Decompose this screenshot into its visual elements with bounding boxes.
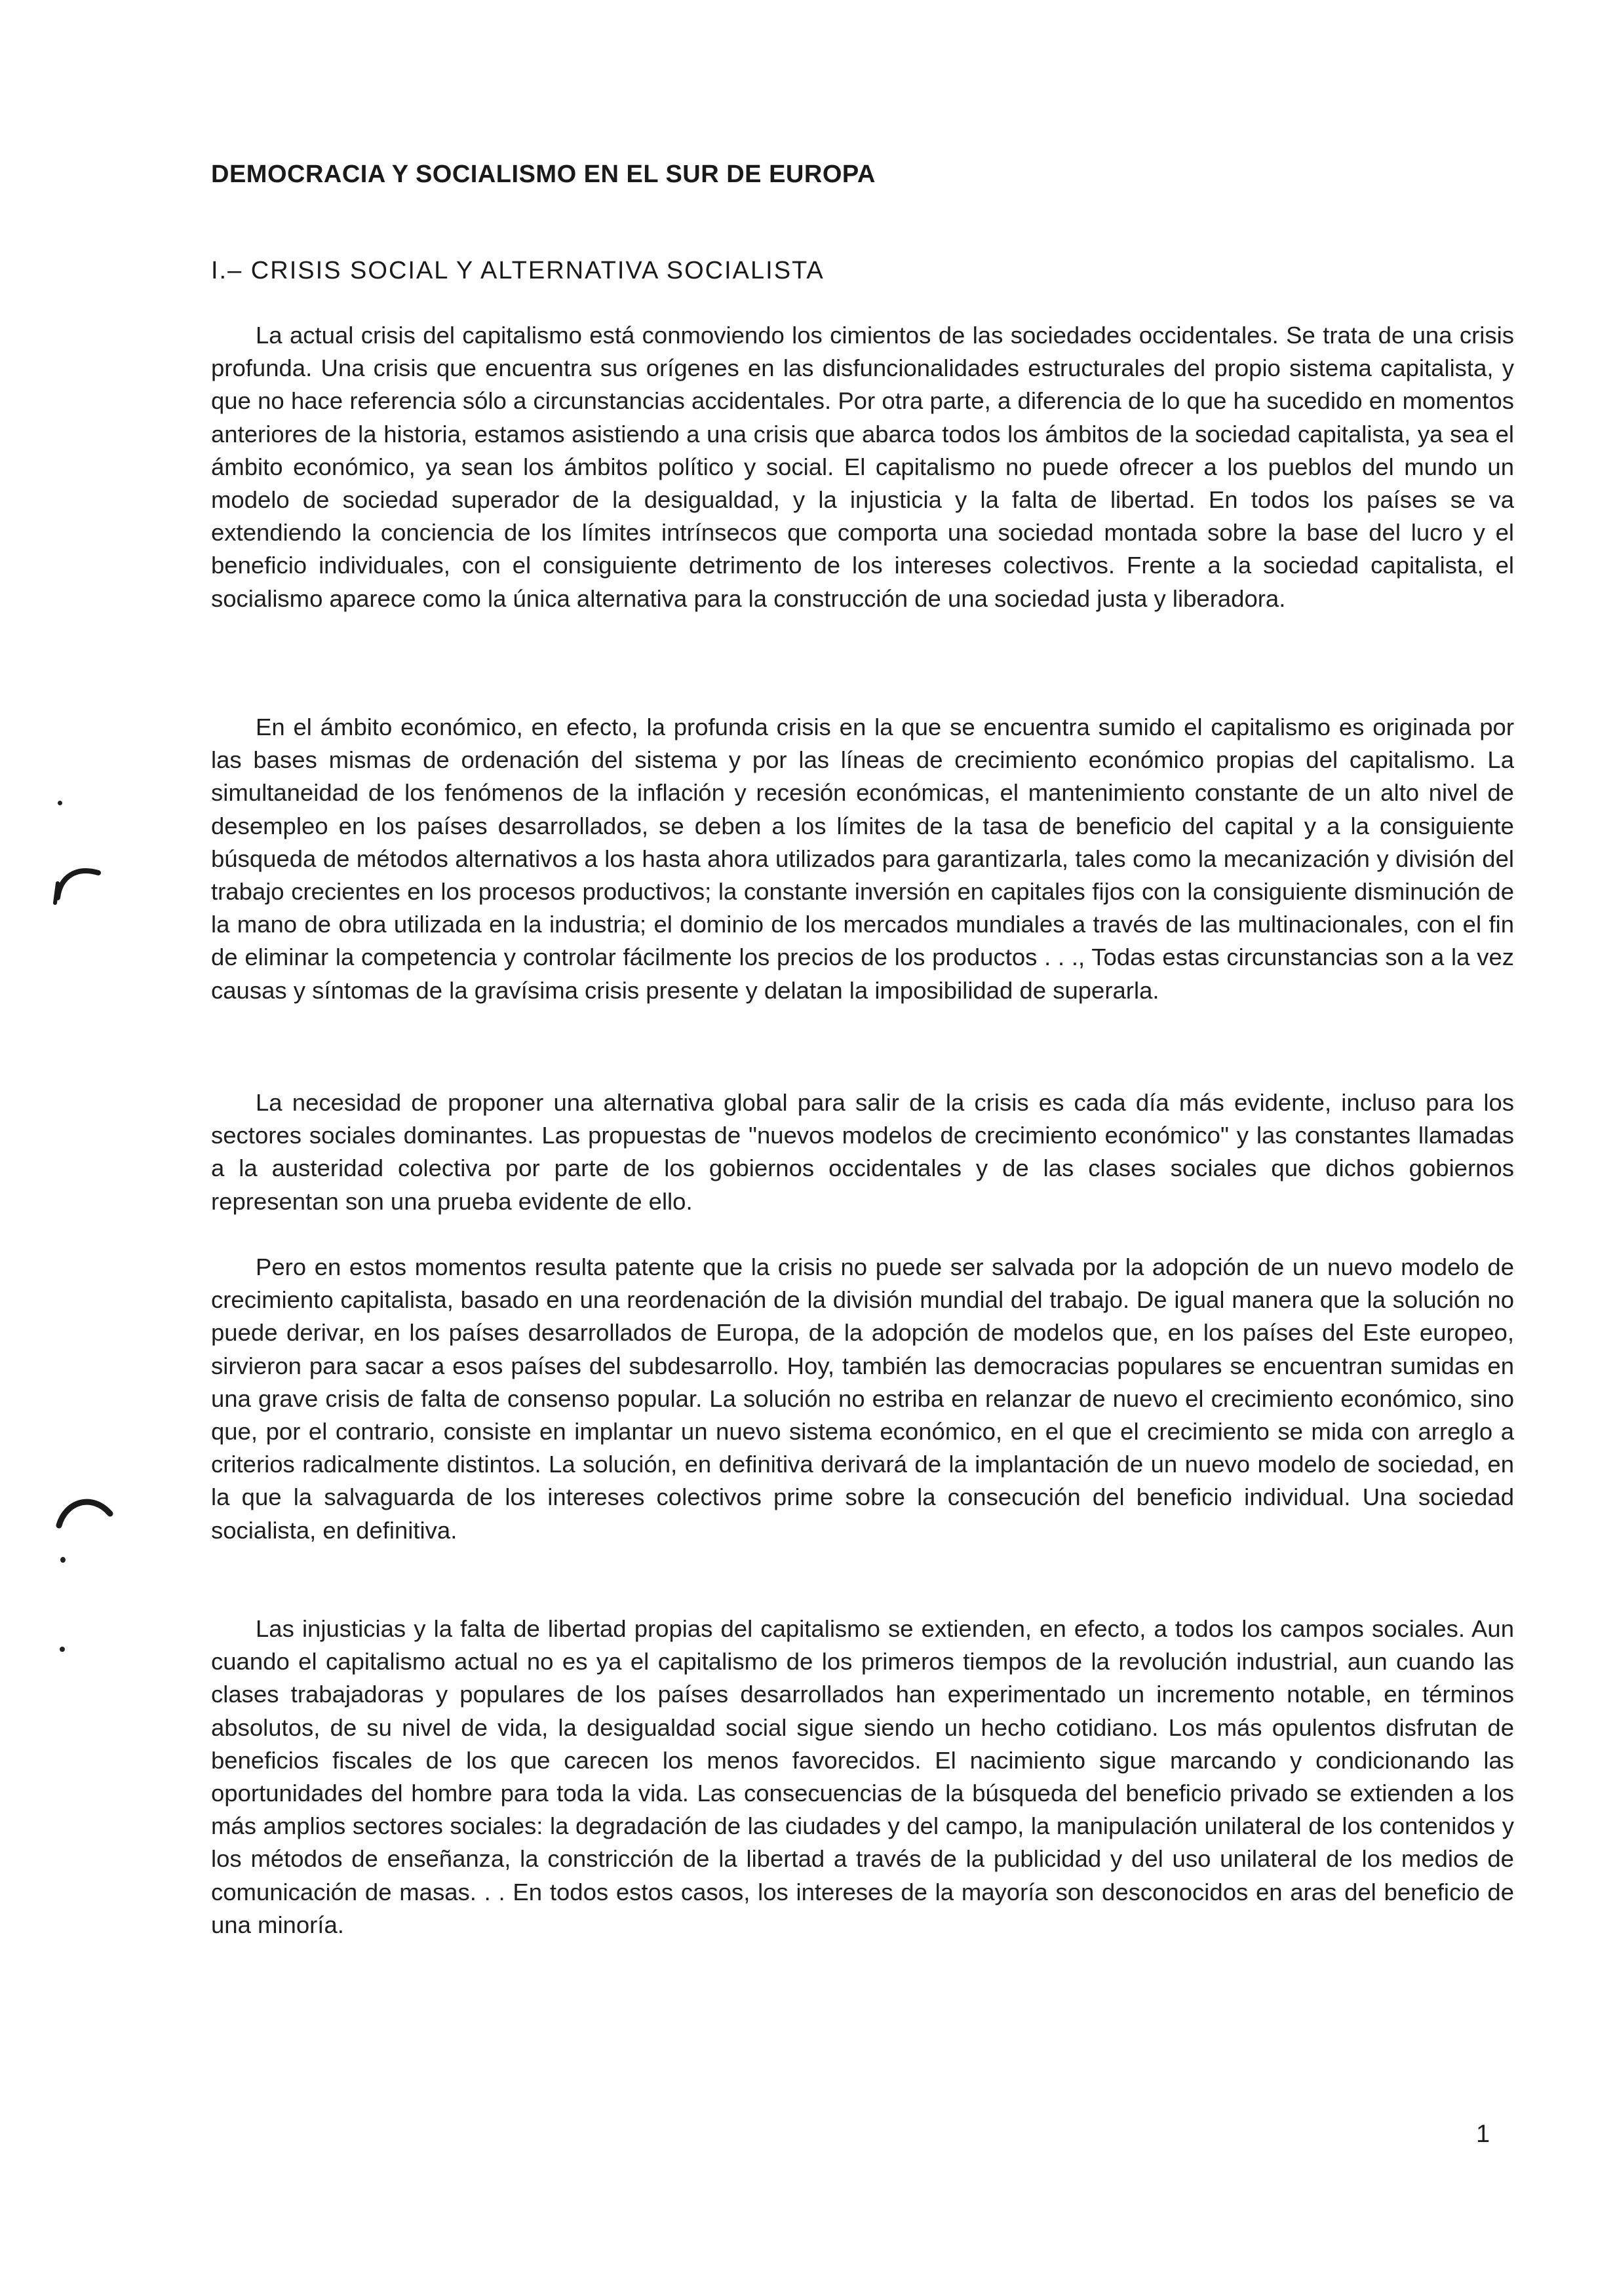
paragraph-3: La necesidad de proponer una alternativa global para salir de la crisis es cada día más evidente, incluso para los sectores sociales dominantes. Las propuestas de "nuevos modelos de crecimiento económico" y las constantes llamadas a la austeridad colectiva por parte de los gobiernos occidentales y de las clases sociales que dichos gobiernos representan son una prueba evidente de ello. <box>211 1089 1514 1215</box>
punch-hole-mark <box>52 1487 118 1533</box>
punch-hole-mark <box>46 857 111 909</box>
paragraph-4: Pero en estos momentos resulta patente que la crisis no puede ser salvada por la adopción de un nuevo modelo de crecimiento capitalista, basado en una reordenación de la división mundial del trabajo. De igual manera que la solución no puede derivar, en los países desarrollados de Europa, de la adopción de modelos que, en los países del Este europeo, sirvieron para sacar a esos países del subdesarrollo. Hoy, también las democracias populares se encuentran sumidas en una grave crisis de falta de consenso popular. La solución no estriba en relanzar de nuevo el crecimiento económico, sino que, por el contrario, consiste en implantar un nuevo sistema económico, en el que el crecimiento se mida con arreglo a criterios radicalmente distintos. La solución, en definitiva derivará de la implantación de un nuevo modelo de sociedad, en la que la salvaguarda de los intereses colectivos prime sobre la consecución del beneficio individual. Una sociedad socialista, en definitiva. <box>211 1253 1514 1544</box>
document-title: DEMOCRACIA Y SOCIALISMO EN EL SUR DE EUROPA <box>211 161 876 188</box>
scan-speck <box>60 1557 66 1563</box>
paragraph-2: En el ámbito económico, en efecto, la profunda crisis en la que se encuentra sumido el capitalismo es originada por las bases mismas de ordenación del sistema y por las líneas de crecimiento económico propias del capitalismo. La simultaneidad de los fenómenos de la inflación y recesión económicas, el mantenimiento constante de un alto nivel de desempleo en los países desarrollados, se deben a los límites de la tasa de beneficio del capital y a la consiguiente búsqueda de métodos alternativos a los hasta ahora utilizados para garantizarla, tales como la mecanización y división del trabajo crecientes en los procesos productivos; la constante inversión en capitales fijos con la consiguiente disminución de la mano de obra utilizada en la industria; el dominio de los mercados mundiales a través de las multinacionales, con el fin de eliminar la competencia y controlar fácilmente los precios de los productos . . ., Todas estas circunstancias son a la vez causas y síntomas de la gravísima crisis presente y delatan la imposibilidad de superarla. <box>211 714 1514 1004</box>
scan-speck <box>60 1647 65 1652</box>
section-heading: I.– CRISIS SOCIAL Y ALTERNATIVA SOCIALISTA <box>211 257 825 284</box>
paragraph-1: La actual crisis del capitalismo está conmoviendo los cimientos de las sociedades occidentales. Se trata de una crisis profunda. Una crisis que encuentra sus orígenes en las disfuncionalidades estructurales del propio sistema capitalista, y que no hace referencia sólo a circunstancias accidentales. Por otra parte, a diferencia de lo que ha sucedido en momentos anteriores de la historia, estamos asistiendo a una crisis que abarca todos los ámbitos de la sociedad capitalista, ya sea el ámbito económico, ya sean los ámbitos político y social. El capitalismo no puede ofrecer a los pueblos del mundo un modelo de sociedad superador de la desigualdad, y la injusticia y la falta de libertad. En todos los países se va extendiendo la conciencia de los límites intrínsecos que comporta una sociedad montada sobre la base del lucro y el beneficio individuales, con el consiguiente detrimento de los intereses colectivos. Frente a la sociedad capitalista, el socialismo aparece como la única alternativa para la construcción de una sociedad justa y liberadora. <box>211 322 1514 612</box>
paragraph-5: Las injusticias y la falta de libertad propias del capitalismo se extienden, en efecto, a todos los campos sociales. Aun cuando el capitalismo actual no es ya el capitalismo de los primeros tiempos de la revolución industrial, aun cuando las clases trabajadoras y populares de los países desarrollados han experimentado un incremento notable, en términos absolutos, de su nivel de vida, la desigualdad social sigue siendo un hecho cotidiano. Los más opulentos disfrutan de beneficios fiscales de los que carecen los menos favorecidos. El nacimiento sigue marcando y condicionando las oportunidades del hombre para toda la vida. Las consecuencias de la búsqueda del beneficio privado se extienden a los más amplios sectores sociales: la degradación de las ciudades y del campo, la manipulación unilateral de los contenidos y los métodos de enseñanza, la constricción de la libertad a través de la publicidad y del uso unilateral de los medios de comunicación de masas. . . En todos estos casos, los intereses de la mayoría son desconocidos en aras del beneficio de una minoría. <box>211 1615 1514 1938</box>
page-number: 1 <box>1476 2120 1490 2148</box>
scan-speck <box>58 801 62 805</box>
